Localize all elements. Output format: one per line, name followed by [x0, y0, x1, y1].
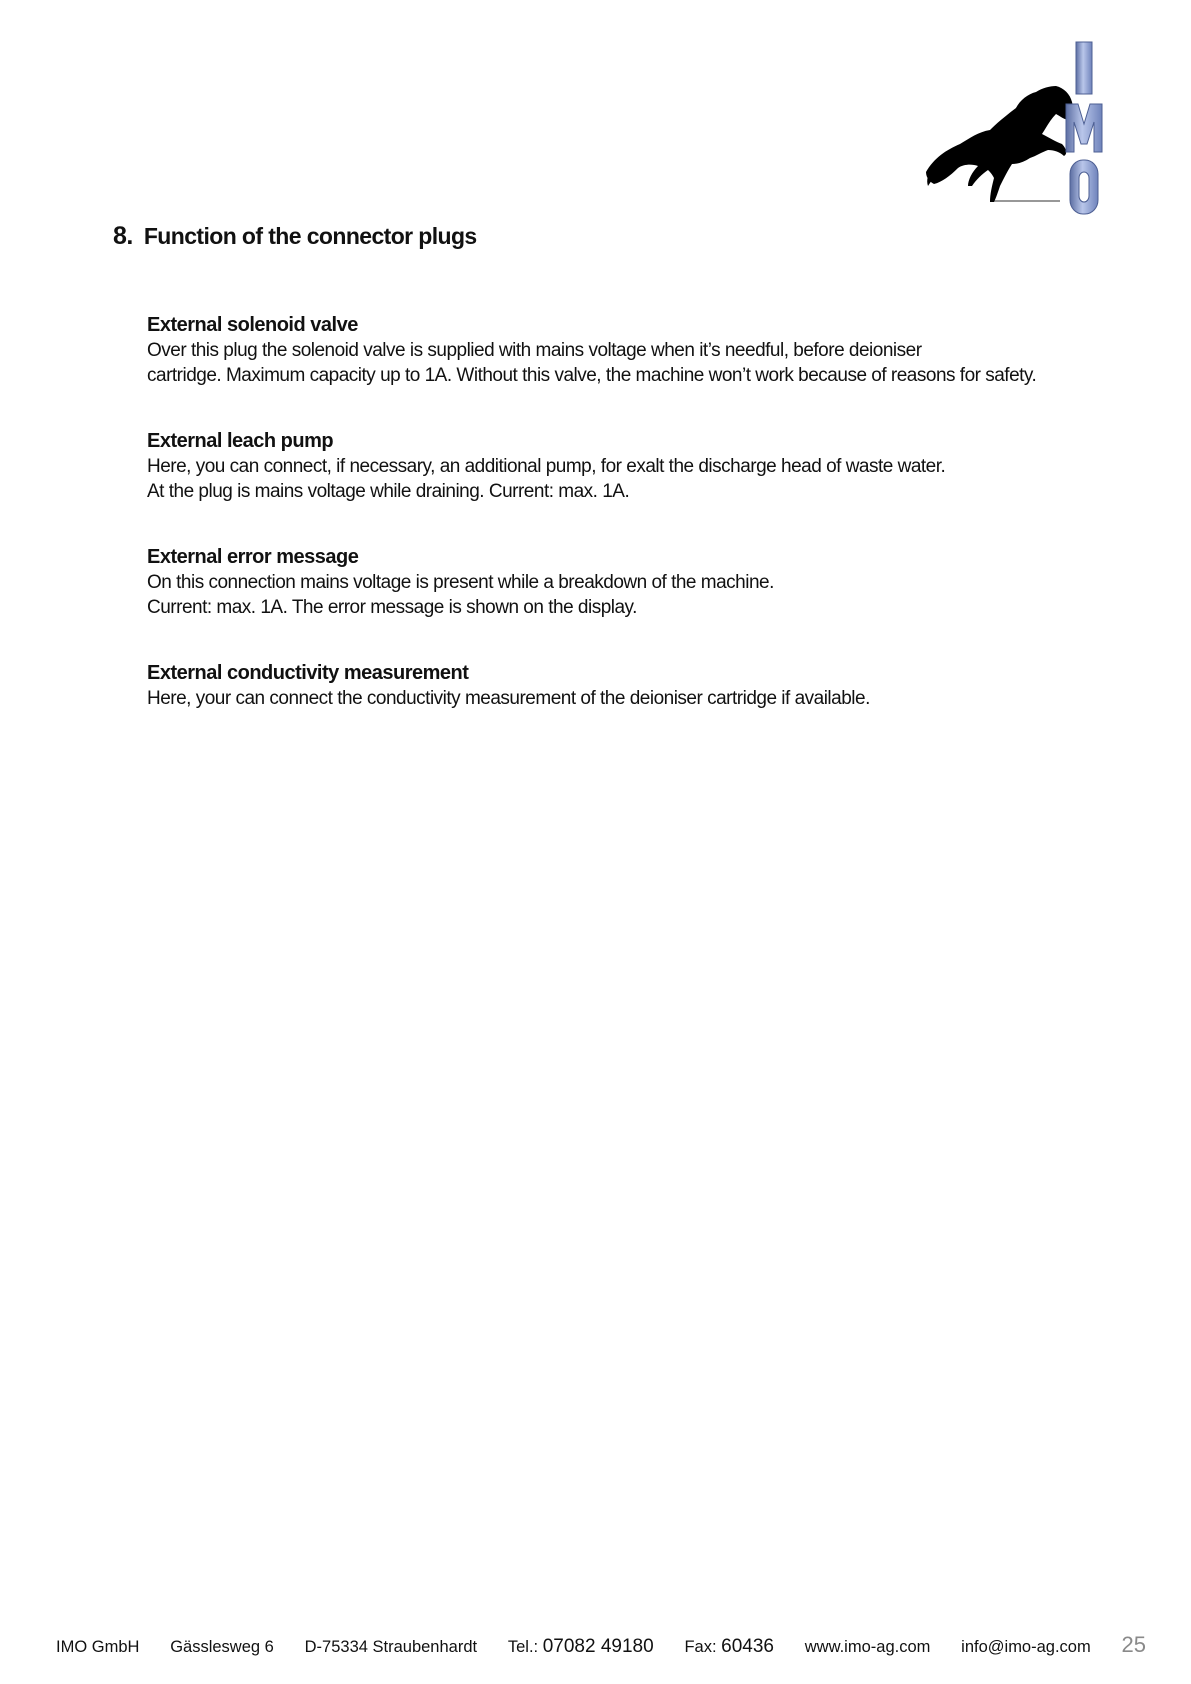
footer-email-link[interactable]: info@imo-ag.com [961, 1638, 1091, 1656]
imo-logo [924, 40, 1124, 230]
section-text-line: Over this plug the solenoid valve is supplied with mains voltage when it’s needful, before deioniser [147, 340, 922, 361]
section-text-line: Current: max. 1A. The error message is shown on the display. [147, 597, 637, 618]
section-title: External conductivity measurement [147, 662, 469, 684]
footer-tel-number: 07082 49180 [542, 1636, 654, 1657]
section-text-line: cartridge. Maximum capacity up to 1A. Without this valve, the machine won’t work because of reasons for safety. [147, 365, 1037, 386]
logo-letters [1066, 42, 1102, 214]
footer-street: Gässlesweg 6 [170, 1638, 274, 1656]
footer-fax [684, 1636, 774, 1658]
page-footer [56, 1632, 1146, 1658]
section-text-line: At the plug is mains voltage while draining. Current: max. 1A. [147, 481, 630, 502]
footer-city: D-75334 Straubenhardt [304, 1638, 478, 1656]
section-heading [113, 222, 477, 251]
footer-website-link[interactable]: www.imo-ag.com [804, 1638, 931, 1656]
section-text-line: On this connection mains voltage is present while a breakdown of the machine. [147, 572, 774, 593]
horse-silhouette-icon [926, 86, 1073, 202]
section-title: External error message [147, 546, 359, 568]
section-title: External solenoid valve [147, 314, 358, 336]
heading-number: 8. [113, 222, 133, 250]
section-text-line: Here, your can connect the conductivity measurement of the deioniser cartridge if available. [147, 688, 870, 709]
section-conductivity-measurement [147, 661, 1117, 711]
section-text-line: Here, you can connect, if necessary, an additional pump, for exalt the discharge head of waste water. [147, 456, 946, 477]
section-solenoid-valve [147, 313, 1117, 388]
section-leach-pump [147, 429, 1117, 504]
section-title: External leach pump [147, 430, 334, 452]
footer-fax-number: 60436 [721, 1636, 774, 1657]
section-error-message [147, 545, 1117, 620]
heading-title: Function of the connector plugs [143, 223, 477, 249]
page-number: 25 [1121, 1632, 1146, 1657]
footer-tel-label: Tel.: [507, 1638, 539, 1656]
footer-telephone [508, 1636, 654, 1658]
footer-company: IMO GmbH [56, 1638, 140, 1656]
footer-fax-label: Fax: [684, 1638, 717, 1656]
